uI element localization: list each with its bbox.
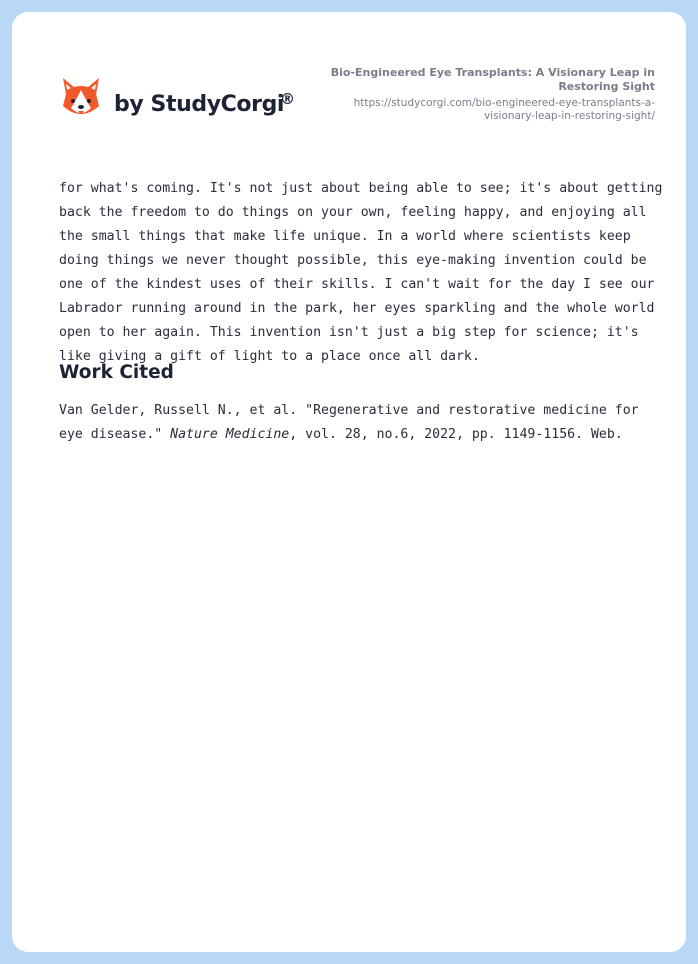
brand-name: by StudyCorgi [114,92,285,117]
citation-details: , vol. 28, no.6, 2022, pp. 1149-1156. Web. [289,427,623,442]
citation-authors-title: Van Gelder, Russell N., et al. "Regenerative and restorative medicine for eye disease." [59,403,639,442]
registered-mark: ® [280,90,295,108]
studycorgi-logo[interactable] [61,76,321,136]
corgi-icon [61,76,101,122]
document-url[interactable]: https://studycorgi.com/bio-engineered-eye-transplants-a-visionary-leap-in-restoring-sight/ [353,97,655,122]
document-page [12,12,686,952]
document-title: Bio-Engineered Eye Transplants: A Visionary Leap in Restoring Sight [330,66,655,93]
citation-entry [59,399,669,447]
works-cited-heading: Work Cited [59,362,174,383]
citation-journal: Nature Medicine [170,427,290,442]
document-source [315,66,655,123]
body-paragraph: for what's coming. It's not just about being able to see; it's about getting back the freedom to do things on your own, feeling happy, and enjoying all the small things that make life unique. In a world where scientists keep doing things we never thought possible, this eye-making invention could be one of the kindest uses of their skills. I can't wait for the day I see our Labrador running around in the park, her eyes sparkling and the whole world open to her again. This invention isn't just a big step for science; it's like giving a gift of light to a place once all dark. [59,181,663,364]
